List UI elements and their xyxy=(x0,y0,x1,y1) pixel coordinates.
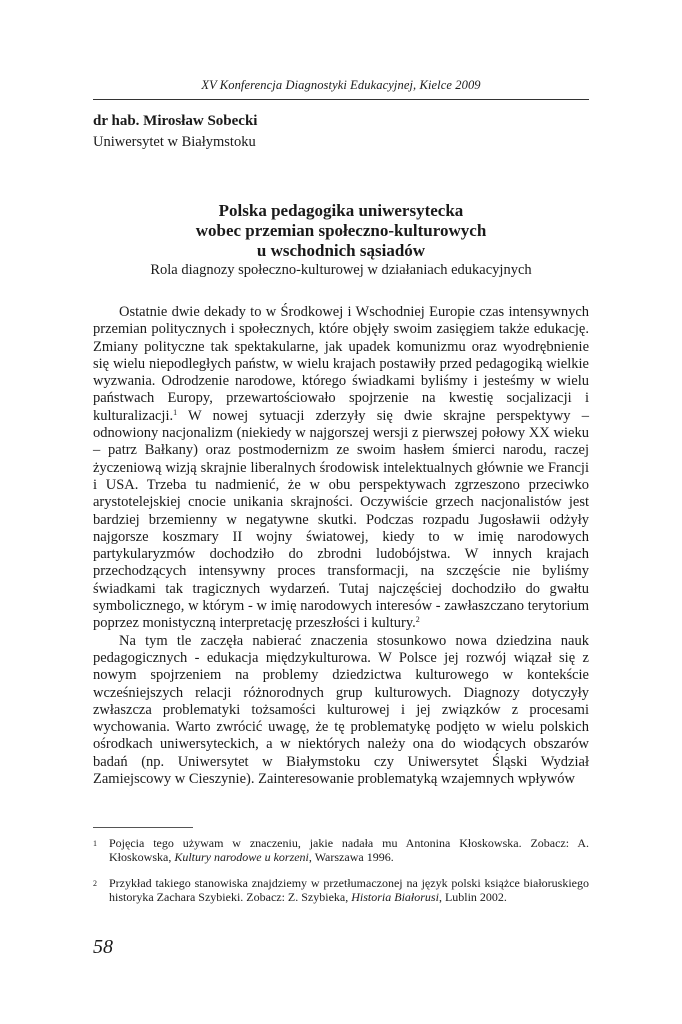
footnote-1 xyxy=(93,836,589,864)
article-title-block xyxy=(93,201,589,279)
footnote-2 xyxy=(93,876,589,904)
footnote-number: 2 xyxy=(93,879,97,888)
footnotes xyxy=(93,836,589,916)
footnote-book-title: Kultury narodowe u korzeni xyxy=(174,850,309,864)
footnote-text xyxy=(109,836,589,864)
footnote-ref-2: 2 xyxy=(415,615,420,625)
body-paragraph-2: Na tym tle zaczęła nabierać znaczenia stosunkowo nowa dziedzina nauk pedagogicznych - edukacja międzykulturowa. W Polsce jej rozwój wiązał się z nowym spojrzeniem na problemy dziedzictwa kulturowego w kontekście wcześniejszych relacji różnorodnych grup kulturowych. Diagnozy dotyczyły zwłaszcza problematyki tożsamości kulturowej i jej związków z procesami wychowania. Warto zwrócić uwagę, że tę problematykę podjęto w wielu polskich ośrodkach uniwersyteckich, a w niektórych należy ona do wiodących obszarów badań (np. Uniwersytet w Białymstoku czy Uniwersytet Śląski Wydział Zamiejscowy w Cieszynie). Zainteresowanie problematyką wzajemnych wpływów xyxy=(93,632,589,788)
article-title-line-2: wobec przemian społeczno-kulturowych xyxy=(195,221,487,240)
footnote-text-part: , Warszawa 1996. xyxy=(308,850,394,864)
footnote-text-part: Pojęcia tego używam w znaczeniu, jakie nadała mu Antonina Kłoskowska. Zobacz: A. Kłoskowska, xyxy=(109,836,589,864)
author-affiliation: Uniwersytet w Białymstoku xyxy=(93,134,256,150)
header-divider xyxy=(93,99,589,100)
article-body xyxy=(93,304,589,788)
footnote-text xyxy=(109,876,589,904)
footnote-ref-1: 1 xyxy=(173,407,178,417)
footnote-text-part: Przykład takiego stanowiska znajdziemy w przetłumaczonej na język polski książce białoruskiego historyka Zachara Szybieki. Zobacz: Z. Szybieka, xyxy=(109,876,589,904)
running-header: XV Konferencja Diagnostyki Edukacyjnej, Kielce 2009 xyxy=(201,78,481,92)
paragraph-1-text-a: Ostatnie dwie dekady to w Środkowej i Wschodniej Europie czas intensywnych przemian politycznych i społecznych, które objęły swoim zasięgiem także edukację. Zmiany polityczne tak spektakularne, jak upadek komunizmu oraz wyodrębnienie się wielu niepodległych państw, w wielu krajach postawiły przed pedagogiką wielkie wyzwania. Odrodzenie narodowe, którego świadkami byliśmy i jesteśmy w wielu państwach Europy, przewartościowało spojrzenie na kwestię socjalizacji i kulturalizacji. xyxy=(93,304,589,424)
footnote-number: 1 xyxy=(93,839,97,848)
page-number: 58 xyxy=(93,936,113,958)
footnote-divider xyxy=(93,827,193,828)
article-title-line-1: Polska pedagogika uniwersytecka xyxy=(218,201,464,220)
footnote-book-title: Historia Białorusi xyxy=(351,890,439,904)
author-name: dr hab. Mirosław Sobecki xyxy=(93,113,258,129)
article-title-line-3: u wschodnich sąsiadów xyxy=(256,241,426,260)
footnote-text-part: , Lublin 2002. xyxy=(438,890,507,904)
article-subtitle: Rola diagnozy społeczno-kulturowej w działaniach edukacyjnych xyxy=(150,262,532,278)
paragraph-1-text-b: W nowej sytuacji zderzyły się dwie skrajne perspektywy – odnowiony nacjonalizm (niekiedy w najgorszej wersji z pierwszej połowy XX wieku – patrz Bałkany) oraz postmodernizm ze swoim hasłem śmierci narodu, raczej życzeniową wizją skrajnie liberalnych środowisk intelektualnych głównie we Francji i USA. Trzeba tu nadmienić, że w obu perspektywach zgrzeszono przeciwko arystotelejskiej cnocie unikania skrajności. Oczywiście grzech nacjonalistów jest bardziej brzemienny w negatywne skutki. Podczas rozpadu Jugosławii odżyły najgorsze koszmary II wojny światowej, kiedy to w imię narodowych partykularyzmów dochodziło do zbrodni ludobójstwa. W innych krajach przechodzących intensywny proces transformacji, na szczęście nie byliśmy świadkami tak tragicznych wydarzeń. Tutaj najczęściej dochodziło do gwałtu symbolicznego, w którym - w imię narodowych interesów - zawłaszczano terytorium poprzez monistyczną interpretację przeszłości i kultury. xyxy=(93,407,589,632)
body-paragraph-1 xyxy=(93,304,589,633)
